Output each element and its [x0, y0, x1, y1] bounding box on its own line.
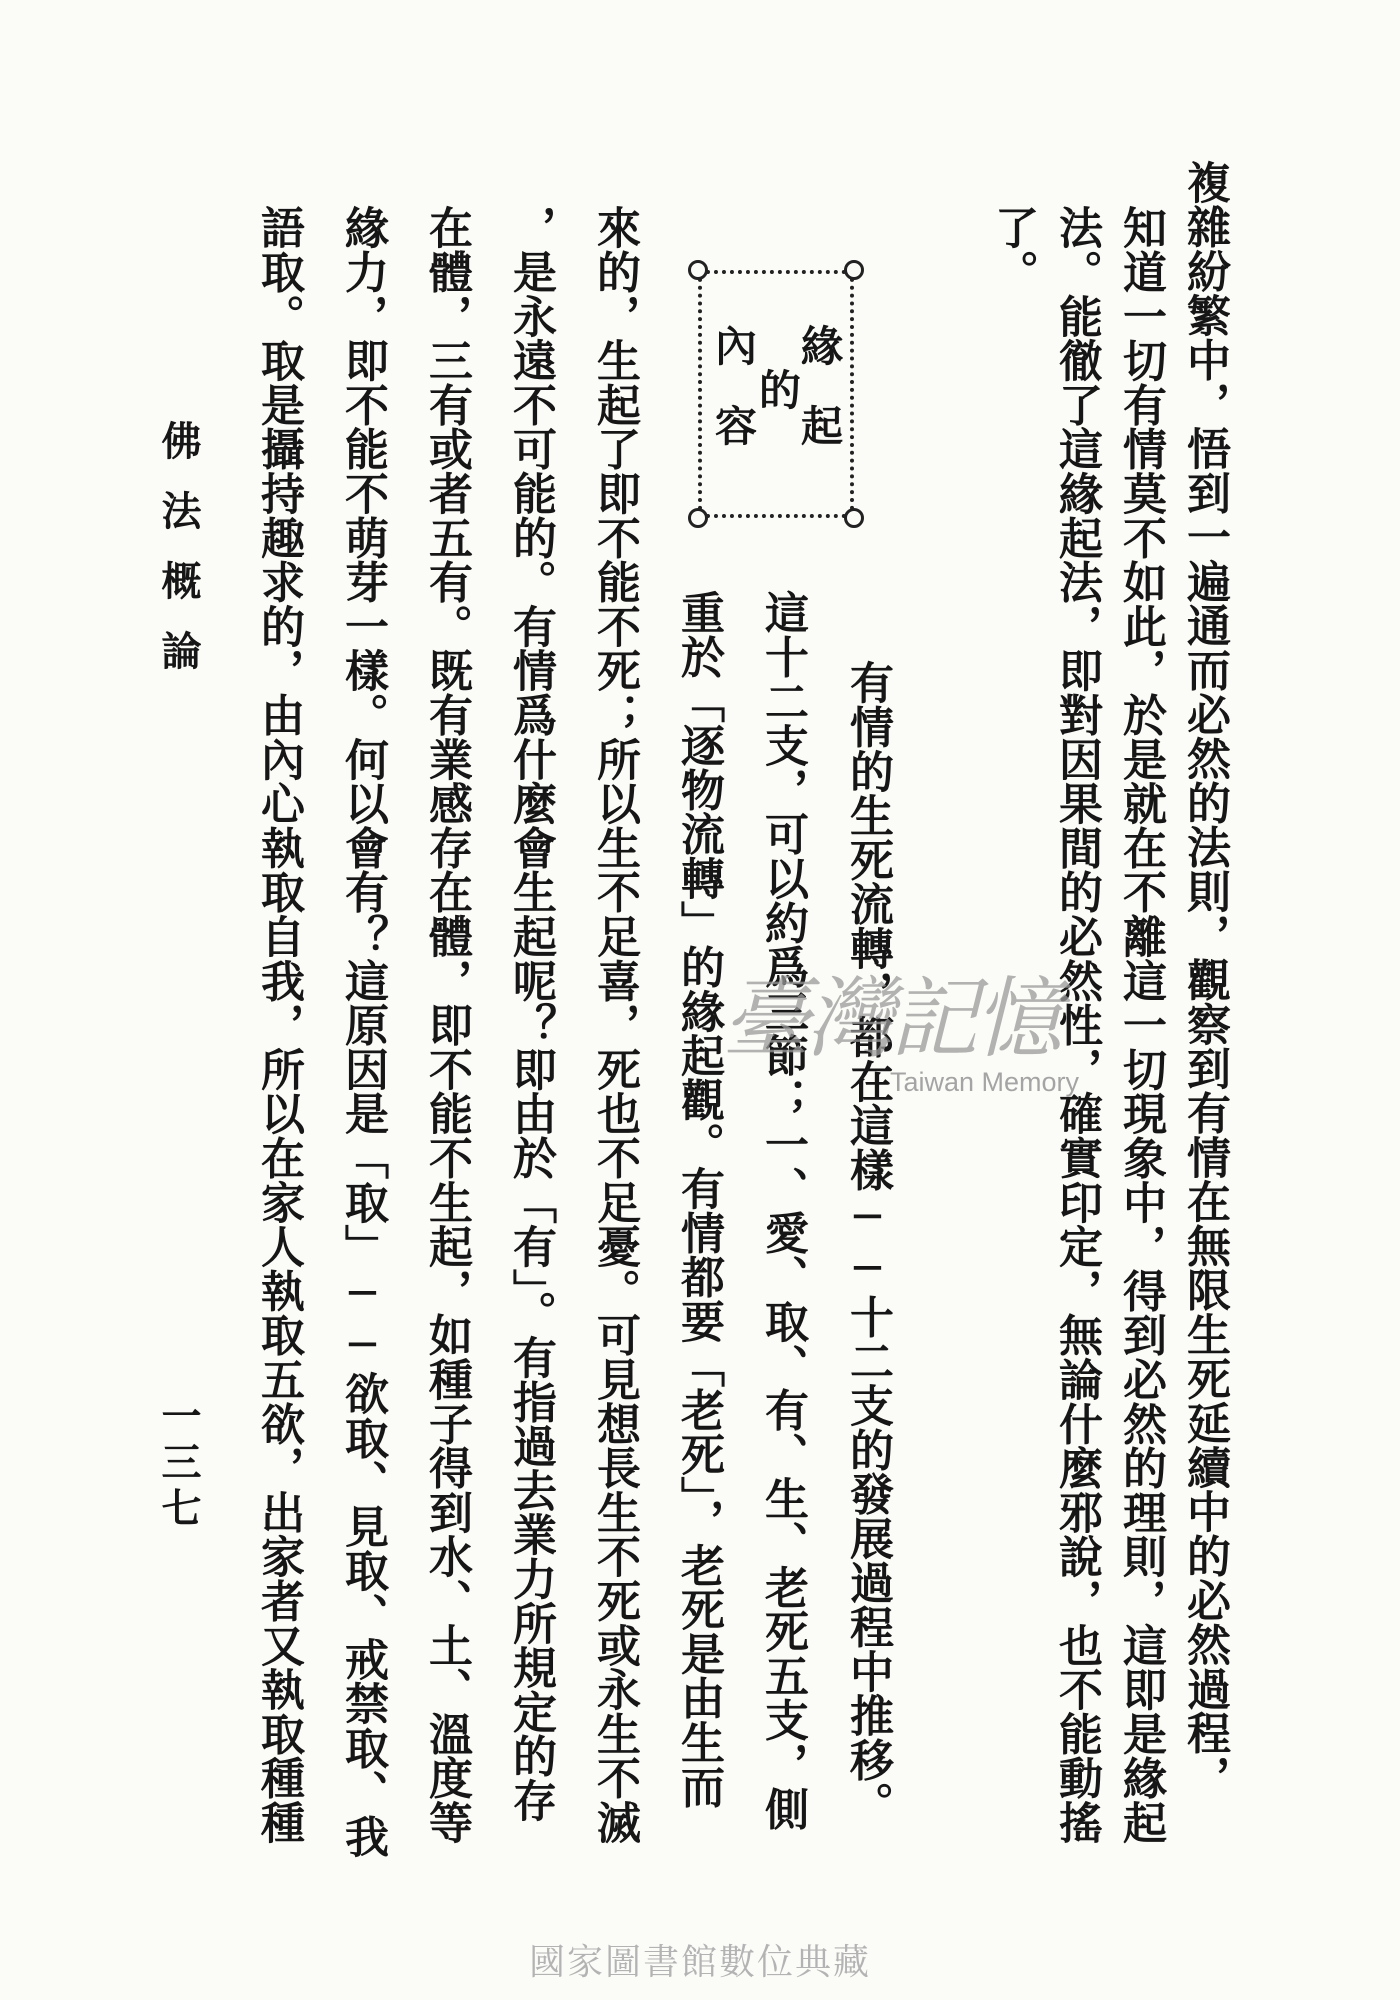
page-number: 一三七: [155, 1395, 202, 1533]
text-column-3: 法。能徹了這緣起法，即對因果間的必然性，確實印定，無論什麼邪說，也不能動搖: [1051, 205, 1102, 1845]
text-column-10: 在體，三有或者五有。既有業感存在體，即不能不生起，如種子得到水、土、溫度等: [421, 205, 472, 1845]
heading-column-2: 的: [753, 368, 802, 410]
text-column-8: 來的，生起了即不能不死；所以生不足喜，死也不足憂。可見想長生不死或永生不滅: [589, 205, 640, 1845]
text-column-7: 重於「逐物流轉」的緣起觀。有情都要「老死」，老死是由生而: [673, 590, 724, 1809]
frame-corner-tl: [688, 260, 708, 280]
watermark-chinese: 臺灣記憶: [722, 967, 1059, 1070]
text-column-1: 複雜紛繁中，悟到一遍通而必然的法則，觀察到有情在無限生死延續中的必然過程，: [1179, 160, 1230, 1800]
watermark-english: Taiwan Memory: [890, 1067, 1080, 1097]
frame-corner-bl: [688, 508, 708, 528]
library-credit: 國家圖書館數位典藏: [528, 1942, 871, 1983]
text-column-12: 語取。取是攝持趣求的，由內心執取自我，所以在家人執取五欲，出家者又執取種種: [253, 205, 304, 1845]
frame-corner-br: [844, 508, 864, 528]
text-column-6: 這十二支，可以約爲三節；一、愛、取、有、生、老死五支，側: [757, 590, 808, 1831]
heading-column-3: 內容: [709, 324, 758, 484]
text-column-9: ，是永遠不可能的。有情爲什麼會生起呢？即由於「有」。有指過去業力所規定的存: [505, 205, 556, 1823]
text-column-2: 知道一切有情莫不如此，於是就在不離這一切現象中，得到必然的理則，這即是緣起: [1115, 205, 1166, 1845]
frame-corner-tr: [844, 260, 864, 280]
text-column-4: 了。: [987, 205, 1038, 294]
heading-column-1: 緣起: [795, 324, 844, 484]
text-column-5: 有情的生死流轉，都在這樣──十二支的發展過程中推移。: [842, 660, 893, 1826]
book-title: 佛法概論: [155, 420, 202, 700]
text-column-11: 緣力，即不能不萌芽一樣。何以會有？這原因是「取」──欲取、見取、戒禁取、我: [337, 205, 388, 1859]
section-heading-box: [686, 260, 866, 528]
taiwan-memory-watermark: [722, 967, 1102, 1115]
